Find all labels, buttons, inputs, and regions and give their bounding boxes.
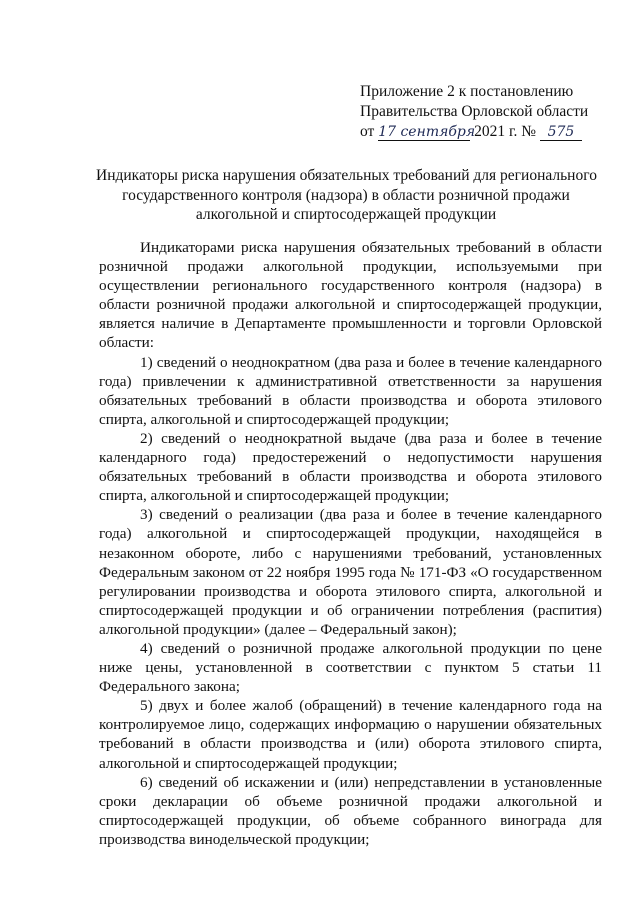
list-item-2: 2) сведений о неоднократной выдаче (два раза и более в течение календарного года) предостережений о недопустимости нарушения обязательных требований в области производства и оборота этилового спирта, алкогольной и спиртосодержащей продукции; [99, 429, 602, 505]
appendix-line-1: Приложение 2 к постановлению [360, 83, 574, 100]
handwritten-number: 575 [540, 124, 582, 141]
list-item-6: 6) сведений об искажении и (или) непредставлении в установленные сроки декларации об объеме розничной продажи алкогольной и спиртосодержащей продукции, об объеме собранного винограда для производства винодельческой продукции; [99, 773, 602, 848]
appendix-date-line [360, 122, 610, 142]
document-title [96, 166, 596, 225]
appendix-line-2: Правительства Орловской области [360, 103, 589, 120]
list-item-3: 3) сведений о реализации (два раза и более в течение календарного года) алкогольной и спиртосодержащей продукции, находящейся в незаконном обороте, либо с нарушениями требований, установленных Федеральным законом от 22 ноября 1995 года № 171-ФЗ «О государственном регулировании производства и оборота этилового спирта, алкогольной и спиртосодержащей продукции и об ограничении потребления (распития) алкогольной продукции» (далее – Федеральный закон); [99, 506, 602, 638]
year-label: 2021 г. № [474, 123, 537, 140]
intro-paragraph: Индикаторами риска нарушения обязательных требований в области розничной продажи алкогольной продукции, используемыми при осуществлении регионального государственного контроля (надзора) в области розничной продажи алкогольной и спиртосодержащей продукции, является наличие в Департаменте промышленности и торговли Орловской области: [99, 239, 602, 352]
title-line: алкогольной и спиртосодержащей продукции [195, 206, 497, 223]
list-item-1: 1) сведений о неоднократном (два раза и более в течение календарного года) привлечении к административной ответственности за нарушения обязательных требований в области производства и оборота этилового спирта, алкогольной и спиртосодержащей продукции; [99, 353, 602, 428]
handwritten-date: 17 сентября [378, 124, 476, 140]
document-body [99, 238, 602, 849]
title-line: Индикаторы риска нарушения обязательных требований для регионального [96, 167, 597, 184]
title-line: государственного контроля (надзора) в области розничной продажи [122, 186, 570, 204]
from-label: от [360, 123, 375, 140]
list-item-4: 4) сведений о розничной продаже алкогольной продукции по цене ниже цены, установленной в соответствии с пунктом 5 статьи 11 Федерального закона; [99, 639, 602, 696]
appendix-header [360, 82, 610, 142]
list-item-5: 5) двух и более жалоб (обращений) в течение календарного года на контролируемое лицо, содержащих информацию о нарушении обязательных требований в области производства и (или) оборота этилового спирта, алкогольной и спиртосодержащей продукции; [99, 697, 602, 772]
